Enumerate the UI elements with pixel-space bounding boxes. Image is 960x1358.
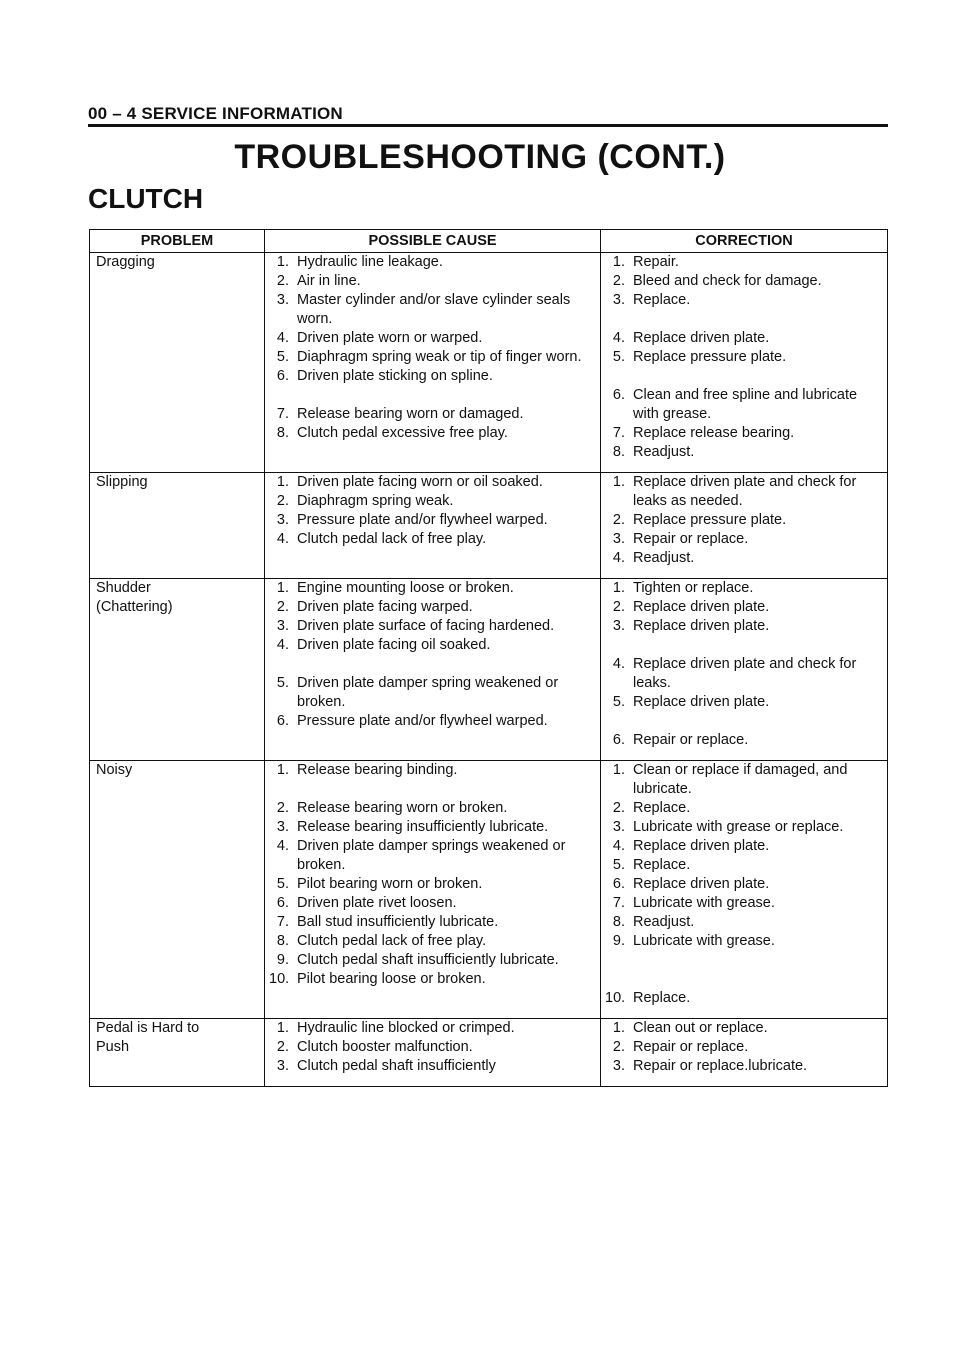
problem-text: Shudder bbox=[96, 580, 151, 596]
cause-item bbox=[269, 1038, 596, 1057]
correction-text: Bleed and check for damage. bbox=[633, 273, 822, 289]
cause-text: Driven plate rivet loosen. bbox=[297, 895, 457, 911]
correction-item bbox=[605, 799, 883, 818]
correction-item bbox=[605, 549, 883, 568]
correction-text: Lubricate with grease. bbox=[633, 895, 775, 911]
correction-number: 5. bbox=[612, 349, 625, 365]
cause-text: Pressure plate and/or flywheel warped. bbox=[297, 512, 548, 528]
cause-number: 1. bbox=[276, 762, 289, 778]
correction-text: Clean out or replace. bbox=[633, 1020, 768, 1036]
correction-cell bbox=[601, 1019, 888, 1087]
line-spacer bbox=[605, 951, 883, 970]
correction-number: 10. bbox=[605, 990, 626, 1006]
correction-item bbox=[605, 253, 883, 272]
cause-number: 7. bbox=[276, 914, 289, 930]
correction-text: Replace driven plate. bbox=[633, 599, 770, 615]
cause-item bbox=[269, 894, 596, 913]
line-spacer bbox=[605, 310, 883, 329]
cause-text: Driven plate sticking on spline. bbox=[297, 368, 493, 384]
correction-item bbox=[605, 386, 883, 424]
cause-number: 2. bbox=[276, 599, 289, 615]
correction-text: Replace. bbox=[633, 990, 691, 1006]
correction-text: Lubricate with grease. bbox=[633, 933, 775, 949]
correction-number: 7. bbox=[612, 425, 625, 441]
correction-text: Replace driven plate and check for leaks. bbox=[633, 656, 857, 691]
correction-text: Replace release bearing. bbox=[633, 425, 795, 441]
correction-item bbox=[605, 731, 883, 750]
correction-number: 1. bbox=[612, 1020, 625, 1036]
correction-number: 1. bbox=[612, 474, 625, 490]
column-header-possible-cause: POSSIBLE CAUSE bbox=[265, 230, 601, 253]
cause-item bbox=[269, 875, 596, 894]
correction-number: 2. bbox=[612, 599, 625, 615]
cause-text: Pilot bearing worn or broken. bbox=[297, 876, 483, 892]
problem-text: Slipping bbox=[96, 474, 148, 490]
correction-number: 2. bbox=[612, 1039, 625, 1055]
correction-number: 3. bbox=[612, 819, 625, 835]
problem-cell bbox=[90, 1019, 265, 1087]
column-header-correction: CORRECTION bbox=[601, 230, 888, 253]
cause-text: Driven plate facing oil soaked. bbox=[297, 637, 491, 653]
correction-text: Readjust. bbox=[633, 550, 695, 566]
correction-cell bbox=[601, 761, 888, 1019]
cause-text: Clutch pedal lack of free play. bbox=[297, 531, 487, 547]
cause-text: Clutch pedal shaft insufficiently lubricate. bbox=[297, 952, 559, 968]
correction-text: Replace driven plate. bbox=[633, 876, 770, 892]
correction-text: Replace driven plate. bbox=[633, 618, 770, 634]
correction-cell bbox=[601, 579, 888, 761]
correction-cell bbox=[601, 473, 888, 579]
correction-text: Replace. bbox=[633, 857, 691, 873]
cause-text: Diaphragm spring weak or tip of finger worn. bbox=[297, 349, 582, 365]
correction-item bbox=[605, 598, 883, 617]
correction-item bbox=[605, 875, 883, 894]
correction-item bbox=[605, 443, 883, 462]
cause-item bbox=[269, 253, 596, 272]
line-spacer bbox=[269, 386, 596, 405]
cause-item bbox=[269, 598, 596, 617]
correction-number: 1. bbox=[612, 762, 625, 778]
correction-number: 2. bbox=[612, 273, 625, 289]
cause-item bbox=[269, 913, 596, 932]
cause-text: Driven plate damper spring weakened or broken. bbox=[297, 675, 559, 710]
cause-number: 4. bbox=[276, 838, 289, 854]
problem-text: Noisy bbox=[96, 762, 133, 778]
cause-text: Clutch booster malfunction. bbox=[297, 1039, 473, 1055]
correction-item bbox=[605, 1057, 883, 1076]
cause-item bbox=[269, 473, 596, 492]
cause-item bbox=[269, 291, 596, 329]
cause-text: Ball stud insufficiently lubricate. bbox=[297, 914, 499, 930]
correction-number: 5. bbox=[612, 857, 625, 873]
cause-number: 9. bbox=[276, 952, 289, 968]
correction-text: Repair. bbox=[633, 254, 679, 270]
cause-item bbox=[269, 579, 596, 598]
cause-number: 5. bbox=[276, 675, 289, 691]
cause-number: 8. bbox=[276, 933, 289, 949]
cause-number: 4. bbox=[276, 531, 289, 547]
correction-text: Replace driven plate. bbox=[633, 838, 770, 854]
cause-text: Pressure plate and/or flywheel warped. bbox=[297, 713, 548, 729]
cause-item bbox=[269, 1057, 596, 1076]
correction-text: Replace pressure plate. bbox=[633, 512, 787, 528]
correction-item bbox=[605, 693, 883, 712]
correction-number: 9. bbox=[612, 933, 625, 949]
cause-number: 6. bbox=[276, 895, 289, 911]
correction-item bbox=[605, 856, 883, 875]
correction-item bbox=[605, 894, 883, 913]
correction-number: 6. bbox=[612, 387, 625, 403]
problem-text: Push bbox=[96, 1039, 130, 1055]
cause-item bbox=[269, 932, 596, 951]
cause-item bbox=[269, 799, 596, 818]
cause-number: 4. bbox=[276, 330, 289, 346]
correction-item bbox=[605, 761, 883, 799]
correction-number: 6. bbox=[612, 876, 625, 892]
cause-text: Master cylinder and/or slave cylinder seals worn. bbox=[297, 292, 571, 327]
cause-cell bbox=[265, 473, 601, 579]
cause-item bbox=[269, 674, 596, 712]
correction-item bbox=[605, 348, 883, 367]
correction-text: Lubricate with grease or replace. bbox=[633, 819, 844, 835]
troubleshooting-table bbox=[89, 229, 888, 1087]
cause-text: Release bearing insufficiently lubricate. bbox=[297, 819, 549, 835]
correction-text: Replace driven plate and check for leaks as needed. bbox=[633, 474, 857, 509]
cause-item bbox=[269, 761, 596, 780]
correction-number: 3. bbox=[612, 1058, 625, 1074]
cause-text: Release bearing worn or damaged. bbox=[297, 406, 524, 422]
correction-number: 8. bbox=[612, 914, 625, 930]
cause-number: 6. bbox=[276, 713, 289, 729]
table-row bbox=[90, 1019, 888, 1087]
correction-number: 3. bbox=[612, 531, 625, 547]
correction-text: Readjust. bbox=[633, 444, 695, 460]
line-spacer bbox=[605, 712, 883, 731]
cause-text: Air in line. bbox=[297, 273, 361, 289]
correction-text: Repair or replace. bbox=[633, 1039, 749, 1055]
problem-text: (Chattering) bbox=[96, 599, 173, 615]
correction-text: Repair or replace. bbox=[633, 732, 749, 748]
correction-text: Tighten or replace. bbox=[633, 580, 754, 596]
correction-item bbox=[605, 837, 883, 856]
correction-item bbox=[605, 272, 883, 291]
correction-item bbox=[605, 818, 883, 837]
cause-cell bbox=[265, 253, 601, 473]
cause-number: 1. bbox=[276, 474, 289, 490]
cause-number: 3. bbox=[276, 1058, 289, 1074]
correction-number: 8. bbox=[612, 444, 625, 460]
cause-item bbox=[269, 405, 596, 424]
correction-item bbox=[605, 989, 883, 1008]
correction-number: 3. bbox=[612, 292, 625, 308]
cause-number: 7. bbox=[276, 406, 289, 422]
correction-item bbox=[605, 617, 883, 636]
cause-number: 3. bbox=[276, 292, 289, 308]
page-title: TROUBLESHOOTING (CONT.) bbox=[234, 138, 726, 176]
line-spacer bbox=[269, 655, 596, 674]
cause-item bbox=[269, 970, 596, 989]
cause-number: 1. bbox=[276, 254, 289, 270]
cause-cell bbox=[265, 761, 601, 1019]
problem-cell bbox=[90, 761, 265, 1019]
cause-text: Clutch pedal excessive free play. bbox=[297, 425, 508, 441]
cause-item bbox=[269, 818, 596, 837]
cause-text: Engine mounting loose or broken. bbox=[297, 580, 514, 596]
table-row bbox=[90, 253, 888, 473]
correction-item bbox=[605, 329, 883, 348]
correction-item bbox=[605, 913, 883, 932]
correction-number: 2. bbox=[612, 800, 625, 816]
correction-number: 4. bbox=[612, 656, 625, 672]
correction-item bbox=[605, 291, 883, 310]
cause-item bbox=[269, 511, 596, 530]
correction-number: 6. bbox=[612, 732, 625, 748]
correction-number: 7. bbox=[612, 895, 625, 911]
table-row bbox=[90, 473, 888, 579]
correction-text: Clean or replace if damaged, and lubricate. bbox=[633, 762, 848, 797]
correction-text: Replace pressure plate. bbox=[633, 349, 787, 365]
table-row bbox=[90, 761, 888, 1019]
cause-item bbox=[269, 367, 596, 386]
cause-item bbox=[269, 712, 596, 731]
problem-cell bbox=[90, 579, 265, 761]
correction-item bbox=[605, 511, 883, 530]
correction-number: 2. bbox=[612, 512, 625, 528]
cause-item bbox=[269, 272, 596, 291]
correction-text: Replace driven plate. bbox=[633, 330, 770, 346]
cause-item bbox=[269, 837, 596, 875]
correction-text: Replace. bbox=[633, 800, 691, 816]
cause-item bbox=[269, 348, 596, 367]
cause-number: 2. bbox=[276, 800, 289, 816]
cause-text: Clutch pedal shaft insufficiently bbox=[297, 1058, 496, 1074]
cause-text: Driven plate facing worn or oil soaked. bbox=[297, 474, 543, 490]
problem-cell bbox=[90, 473, 265, 579]
cause-text: Driven plate facing warped. bbox=[297, 599, 473, 615]
cause-text: Release bearing worn or broken. bbox=[297, 800, 508, 816]
cause-number: 3. bbox=[276, 819, 289, 835]
cause-number: 2. bbox=[276, 1039, 289, 1055]
correction-number: 4. bbox=[612, 550, 625, 566]
cause-number: 6. bbox=[276, 368, 289, 384]
cause-text: Release bearing binding. bbox=[297, 762, 458, 778]
header-rule bbox=[88, 124, 888, 127]
correction-item bbox=[605, 932, 883, 951]
cause-number: 2. bbox=[276, 493, 289, 509]
cause-cell bbox=[265, 579, 601, 761]
line-spacer bbox=[269, 780, 596, 799]
cause-number: 3. bbox=[276, 618, 289, 634]
correction-text: Replace. bbox=[633, 292, 691, 308]
cause-text: Driven plate surface of facing hardened. bbox=[297, 618, 555, 634]
cause-item bbox=[269, 329, 596, 348]
section-title: CLUTCH bbox=[88, 183, 204, 214]
cause-number: 10. bbox=[269, 971, 290, 987]
cause-item bbox=[269, 951, 596, 970]
correction-item bbox=[605, 1019, 883, 1038]
column-header-problem: PROBLEM bbox=[90, 230, 265, 253]
cause-text: Hydraulic line blocked or crimped. bbox=[297, 1020, 515, 1036]
correction-number: 5. bbox=[612, 694, 625, 710]
correction-cell bbox=[601, 253, 888, 473]
cause-text: Clutch pedal lack of free play. bbox=[297, 933, 487, 949]
correction-item bbox=[605, 1038, 883, 1057]
cause-number: 1. bbox=[276, 1020, 289, 1036]
correction-number: 3. bbox=[612, 618, 625, 634]
correction-text: Repair or replace. bbox=[633, 531, 749, 547]
cause-number: 5. bbox=[276, 876, 289, 892]
table-header-row bbox=[90, 230, 888, 253]
problem-text: Pedal is Hard to bbox=[96, 1020, 200, 1036]
cause-item bbox=[269, 1019, 596, 1038]
cause-number: 4. bbox=[276, 637, 289, 653]
cause-text: Driven plate worn or warped. bbox=[297, 330, 483, 346]
cause-text: Hydraulic line leakage. bbox=[297, 254, 443, 270]
cause-number: 8. bbox=[276, 425, 289, 441]
page-header: 00 – 4 SERVICE INFORMATION bbox=[88, 104, 343, 123]
correction-number: 4. bbox=[612, 838, 625, 854]
cause-item bbox=[269, 530, 596, 549]
cause-item bbox=[269, 492, 596, 511]
cause-number: 3. bbox=[276, 512, 289, 528]
problem-text: Dragging bbox=[96, 254, 155, 270]
cause-text: Diaphragm spring weak. bbox=[297, 493, 454, 509]
correction-item bbox=[605, 530, 883, 549]
table-row bbox=[90, 579, 888, 761]
cause-number: 5. bbox=[276, 349, 289, 365]
correction-text: Clean and free spline and lubricate with grease. bbox=[633, 387, 858, 422]
line-spacer bbox=[605, 636, 883, 655]
cause-number: 1. bbox=[276, 580, 289, 596]
correction-text: Readjust. bbox=[633, 914, 695, 930]
correction-text: Replace driven plate. bbox=[633, 694, 770, 710]
correction-number: 4. bbox=[612, 330, 625, 346]
correction-item bbox=[605, 579, 883, 598]
cause-text: Driven plate damper springs weakened or broken. bbox=[297, 838, 566, 873]
problem-cell bbox=[90, 253, 265, 473]
cause-item bbox=[269, 424, 596, 443]
correction-number: 1. bbox=[612, 254, 625, 270]
cause-item bbox=[269, 617, 596, 636]
cause-cell bbox=[265, 1019, 601, 1087]
correction-item bbox=[605, 473, 883, 511]
line-spacer bbox=[605, 367, 883, 386]
correction-item bbox=[605, 424, 883, 443]
table-body bbox=[90, 253, 888, 1087]
correction-text: Repair or replace.lubricate. bbox=[633, 1058, 808, 1074]
correction-number: 1. bbox=[612, 580, 625, 596]
cause-text: Pilot bearing loose or broken. bbox=[297, 971, 486, 987]
line-spacer bbox=[605, 970, 883, 989]
cause-item bbox=[269, 636, 596, 655]
cause-number: 2. bbox=[276, 273, 289, 289]
correction-item bbox=[605, 655, 883, 693]
